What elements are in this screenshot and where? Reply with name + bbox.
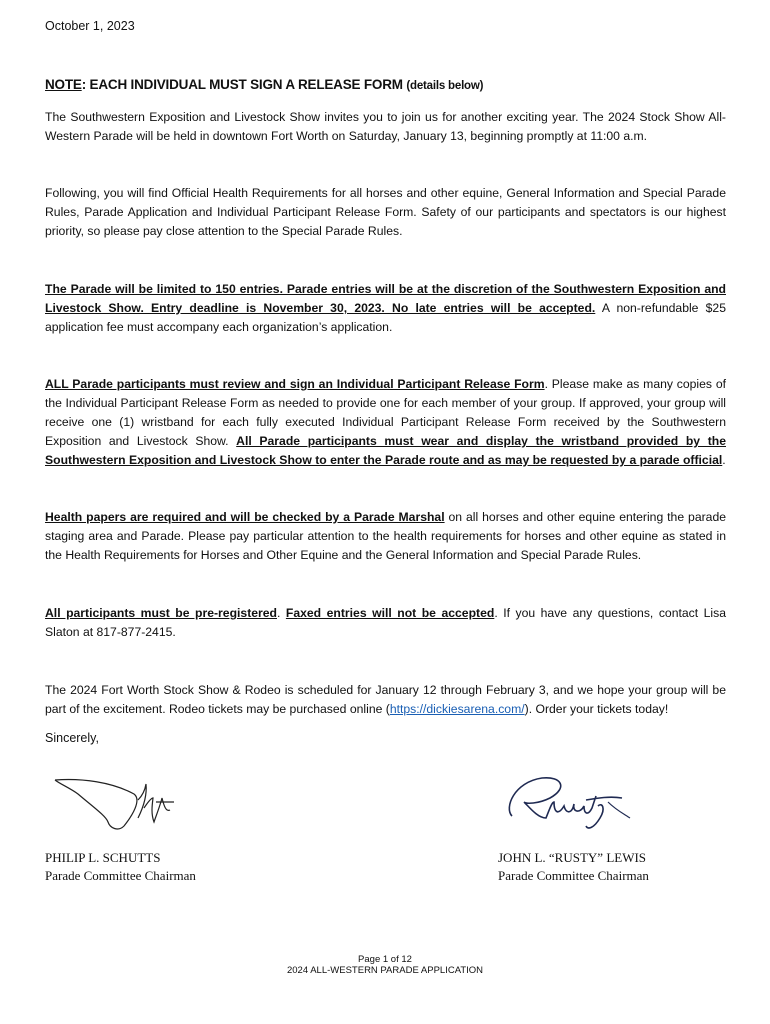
- signatory-2-title: Parade Committee Chairman: [498, 868, 649, 883]
- note-prefix: NOTE: [45, 77, 82, 92]
- registration-bold-1: All participants must be pre-registered: [45, 606, 277, 620]
- entry-limit-rest: A non-refundable $25 application fee must accompany each organization’s application.: [45, 301, 726, 334]
- letter-date: October 1, 2023: [45, 19, 135, 33]
- note-details: (details below): [406, 80, 484, 92]
- closing-before: The 2024 Fort Worth Stock Show & Rodeo is scheduled for January 12 through February 3, and we hope your group will be part of the excitement. Rodeo tickets may be purchased online (: [45, 683, 726, 716]
- note-heading: : EACH INDIVIDUAL MUST SIGN A RELEASE FORM: [81, 77, 403, 92]
- intro-paragraph: The Southwestern Exposition and Livestock Show invites you to join us for another exciting year. The 2024 Stock Show All-Western Parade will be held in downtown Fort Worth on Saturday, January 13, beginning promptly at 11:00 a.m.: [45, 110, 726, 143]
- health-papers-paragraph: [45, 508, 726, 565]
- signatory-1-name: PHILIP L. SCHUTTS: [45, 850, 161, 865]
- health-bold: Health papers are required and will be checked by a Parade Marshal: [45, 510, 445, 524]
- entry-limit-paragraph: [45, 280, 726, 337]
- closing-after: ). Order your tickets today!: [524, 702, 669, 716]
- entry-limit-bold: The Parade will be limited to 150 entries. Parade entries will be at the discretion of the Southwestern Exposition and Livestock Show. Entry deadline is November 30, 2023. No late entries will be accepted.: [45, 282, 726, 315]
- signature-philip-schutts: [52, 772, 182, 834]
- release-bold-2: All Parade participants must wear and display the wristband provided by the Southwestern Exposition and Livestock Show to enter the Parade route and as may be requested by a parade official: [45, 434, 726, 467]
- release-end: .: [722, 453, 726, 467]
- registration-sep: .: [277, 606, 286, 620]
- release-form-note: [45, 77, 735, 92]
- health-rest: on all horses and other equine entering the parade staging area and Parade. Please pay particular attention to the health requirements for horses and other equine as stated in the Health Requirements for Horses and Other Equine and the General Information and Special Parade Rules.: [45, 510, 726, 562]
- dickies-arena-link[interactable]: https://dickiesarena.com/: [389, 702, 525, 716]
- registration-paragraph: [45, 604, 726, 642]
- following-paragraph: Following, you will find Official Health Requirements for all horses and other equine, General Information and Special Parade Rules, Parade Application and Individual Participant Release Form. Safety of our participants and spectators is our highest priority, so please pay close attention to the Special Parade Rules.: [45, 186, 726, 238]
- signatory-1-title: Parade Committee Chairman: [45, 868, 196, 883]
- document-title: 2024 ALL-WESTERN PARADE APPLICATION: [286, 965, 484, 976]
- closing-paragraph: [45, 681, 726, 719]
- signatory-2-name: JOHN L. “RUSTY” LEWIS: [498, 850, 647, 865]
- page-number: Page 1 of 12: [358, 954, 412, 965]
- signatory-2: [498, 849, 649, 885]
- release-form-paragraph: [45, 375, 726, 470]
- registration-bold-2: Faxed entries will not be accepted: [285, 606, 495, 620]
- registration-rest: . If you have any questions, contact Lisa Slaton at 817-877-2415.: [45, 606, 726, 639]
- sincerely: Sincerely,: [45, 731, 99, 745]
- signature-rusty-lewis: [498, 768, 638, 838]
- page-footer: [0, 954, 770, 976]
- release-mid: . Please make as many copies of the Individual Participant Release Form as needed to provide one for each member of your group. If approved, your group will receive one (1) wristband for each fully executed Individual Participant Release Form received by the Southwestern Exposition and Livestock Show.: [45, 377, 726, 448]
- signatory-1: [45, 849, 196, 885]
- release-bold-1: ALL Parade participants must review and sign an Individual Participant Release Form: [45, 377, 545, 391]
